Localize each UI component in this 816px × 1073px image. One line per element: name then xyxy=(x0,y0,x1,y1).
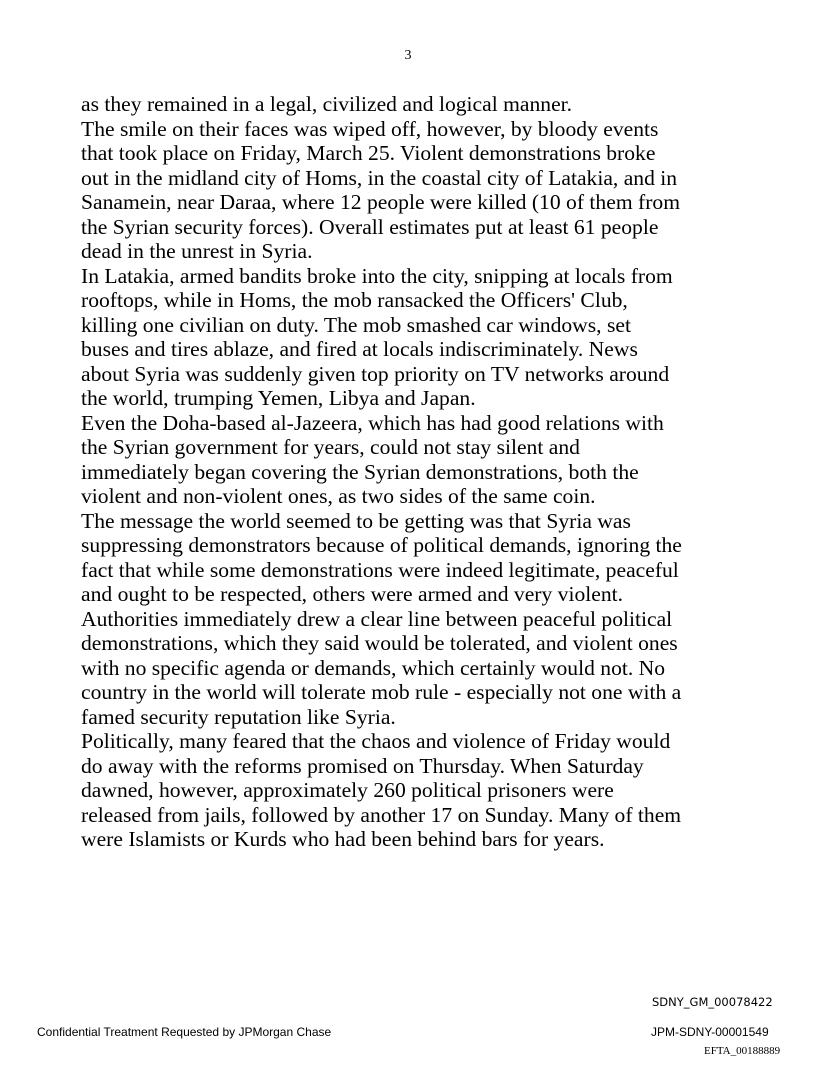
text-line: do away with the reforms promised on Thursday. When Saturday xyxy=(81,753,644,778)
text-line: the world, trumping Yemen, Libya and Japan. xyxy=(81,386,476,410)
text-line: the Syrian government for years, could not stay silent and xyxy=(81,435,580,459)
text-line: with no specific agenda or demands, which certainly would not. No xyxy=(81,655,666,680)
text-line: about Syria was suddenly given top priority on TV networks around xyxy=(81,361,670,386)
text-line: demonstrations, which they said would be tolerated, and violent ones xyxy=(81,631,678,655)
efta-number: EFTA_00188889 xyxy=(704,1045,781,1057)
text-line: Authorities immediately drew a clear line between peaceful political xyxy=(81,606,673,631)
text-line: violent and non-violent ones, as two sides of the same coin. xyxy=(81,484,596,508)
page-number: 3 xyxy=(404,48,412,63)
text-line: country in the world will tolerate mob rule - especially not one with a xyxy=(81,680,682,704)
text-line: The message the world seemed to be getting was that Syria was xyxy=(81,508,631,533)
text-line: released from jails, followed by another 17 on Sunday. Many of them xyxy=(81,802,682,827)
text-line: as they remained in a legal, civilized and logical manner. xyxy=(81,92,573,116)
text-line: buses and tires ablaze, and fired at locals indiscriminately. News xyxy=(81,337,638,361)
confidentiality-notice: Confidential Treatment Requested by JPMorgan Chase xyxy=(37,1025,332,1039)
text-line: were Islamists or Kurds who had been behind bars for years. xyxy=(81,827,605,851)
text-line: fact that while some demonstrations were indeed legitimate, peaceful xyxy=(81,557,679,582)
text-line: Even the Doha-based al-Jazeera, which has had good relations with xyxy=(81,410,664,435)
text-line: In Latakia, armed bandits broke into the city, snipping at locals from xyxy=(81,263,673,288)
text-line: immediately began covering the Syrian demonstrations, both the xyxy=(81,459,639,484)
text-line: dawned, however, approximately 260 political prisoners were xyxy=(81,778,614,802)
text-line: and ought to be respected, others were armed and very violent. xyxy=(81,582,624,606)
text-line: The smile on their faces was wiped off, however, by bloody events xyxy=(81,116,659,141)
text-line: suppressing demonstrators because of political demands, ignoring the xyxy=(81,533,682,557)
text-line: Sanamein, near Daraa, where 12 people were killed (10 of them from xyxy=(81,190,680,214)
text-line: Politically, many feared that the chaos and violence of Friday would xyxy=(81,729,671,753)
text-line: out in the midland city of Homs, in the coastal city of Latakia, and in xyxy=(81,165,678,190)
bates-number-jpm: JPM-SDNY-00001549 xyxy=(651,1025,769,1039)
text-line: rooftops, while in Homs, the mob ransacked the Officers' Club, xyxy=(81,288,628,312)
text-line: killing one civilian on duty. The mob smashed car windows, set xyxy=(81,312,631,337)
bates-number-gm: SDNY_GM_00078422 xyxy=(652,995,773,1009)
text-line: famed security reputation like Syria. xyxy=(81,704,396,729)
text-line: that took place on Friday, March 25. Violent demonstrations broke xyxy=(81,141,656,165)
text-line: the Syrian security forces). Overall estimates put at least 61 people xyxy=(81,214,659,239)
body-text xyxy=(81,92,741,852)
text-line: dead in the unrest in Syria. xyxy=(81,239,313,263)
